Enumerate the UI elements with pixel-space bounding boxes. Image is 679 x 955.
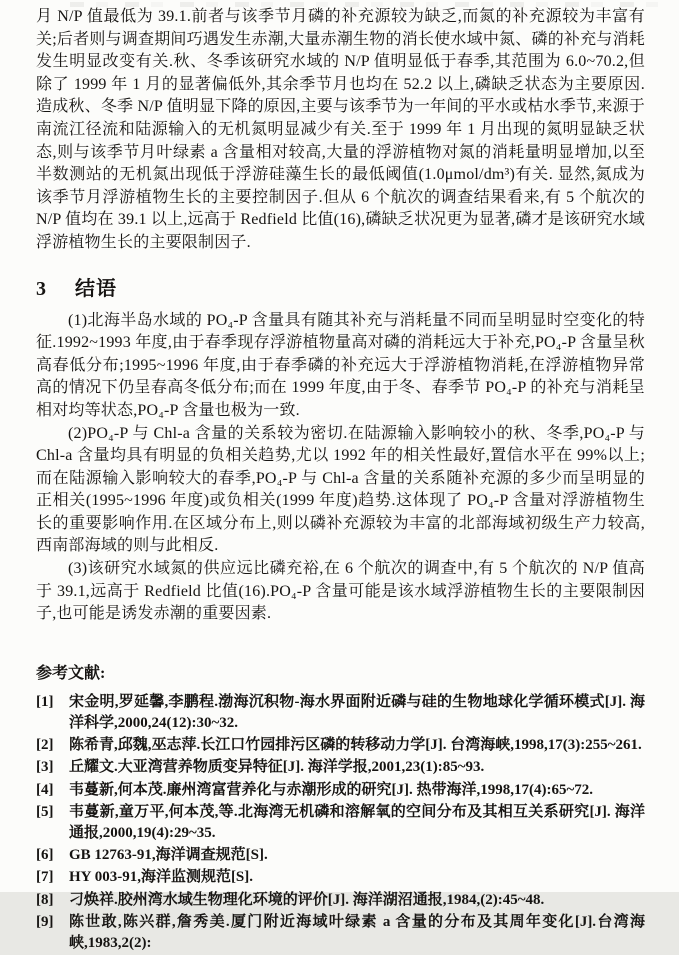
section-heading (36, 272, 645, 301)
reference-label: [3] (36, 759, 54, 776)
reference-text: 韦蔓新,童万平,何本茂,等.北海湾无机磷和溶解氧的空间分布及其相互关系研究[J]. 海洋通报,2000,19(4):29~35. (69, 803, 645, 842)
reference-item (36, 912, 645, 954)
references-heading: 参考文献: (36, 664, 106, 682)
reference-label: [1] (36, 693, 54, 710)
conclusion-paragraph-1: (1)北海半岛水域的 PO₄-P 含量具有随其补充与消耗量不同而呈明显时空变化的特征.1992~1993 年度,由于春季现存浮游植物量高对磷的消耗远大于补充,PO₄-P 含量呈秋高春低分布;1995~1996 年度,由于春季磷的补充远大于浮游植物消耗,在浮游植物异常高的情况下仍呈春高冬低分布;而在 1999 年度,由于冬、春季节 PO₄-P 的补充与消耗呈相对均等状态,PO₄-P 含量也极为一致. (36, 311, 645, 419)
reference-item (36, 845, 645, 866)
reference-label: [9] (36, 913, 54, 930)
reference-text: 韦蔓新,何本茂.廉州湾富营养化与赤潮形成的研究[J]. 热带海洋,1998,17(4):65~72. (69, 781, 594, 798)
reference-text: 陈希青,邱魏,巫志萍.长江口竹园排污区磷的转移动力学[J]. 台湾海峡,1998,17(3):255~261. (69, 737, 642, 754)
section-title: 结语 (75, 277, 117, 300)
paragraph-continuation: 月 N/P 值最低为 39.1.前者与该季节月磷的补充源较为缺乏,而氮的补充源较为丰富有关;后者则与调查期间巧遇发生赤潮,大量赤潮生物的消长使水域中氮、磷的补充与消耗发生明显改变有关.秋、冬季该研究水域的 N/P 值明显低于春季,其范围为 6.0~70.2,但除了 1999 年 1 月的显著偏低外,其余季节月也均在 52.2 以上,磷缺乏状态为主要原因.造成秋、冬季 N/P 值明显下降的原因,主要与该季节为一年间的平水或枯水季节,来源于南流江径流和陆源输入的无机氮明显减少有关.至于 1999 年 1 月出现的氮明显缺乏状态,则与该季节月叶绿素 a 含量相对较高,大量的浮游植物对氮的消耗量明显增加,以至半数测站的无机氮出现低于浮游硅藻生长的最低阈值(1.0μmol/dm³)有关. 显然,氮成为该季节月浮游植物生长的主要控制因子.但从 6 个航次的调查结果看来,有 5 个航次的 N/P 值均在 39.1 以上,远高于 Redfield 比值(16),磷缺乏状况更为显著,磷才是该研究水域浮游植物生长的主要限制因子. (36, 8, 645, 251)
section-number: 3 (36, 277, 47, 300)
reference-label: [5] (36, 803, 54, 820)
reference-text: 陈世敢,陈兴群,詹秀美.厦门附近海域叶绿素 a 含量的分布及其周年变化[J].台湾海峡,1983,2(2): (69, 913, 645, 952)
reference-item (36, 692, 645, 734)
reference-label: [8] (36, 891, 54, 908)
reference-text: 刁焕祥.胶州湾水域生物理化环境的评价[J]. 海洋湖沼通报,1984,(2):45~48. (69, 891, 545, 908)
reference-text: 丘耀文.大亚湾营养物质变异特征[J]. 海洋学报,2001,23(1):85~93. (69, 759, 485, 776)
reference-text: HY 003-91,海洋监测规范[S]. (69, 869, 254, 886)
reference-item (36, 890, 645, 911)
references-list (36, 692, 645, 954)
reference-item (36, 802, 645, 844)
reference-text: GB 12763-91,海洋调查规范[S]. (69, 847, 268, 864)
conclusion-paragraph-2: (2)PO₄-P 与 Chl-a 含量的关系较为密切.在陆源输入影响较小的秋、冬季,PO₄-P 与 Chl-a 含量均具有明显的负相关趋势,尤以 1992 年的相关性最好,置信水平在 99%以上;而在陆源输入影响较大的春季,PO₄-P 与 Chl-a 含量的关系随补充源的多少而呈明显的正相关(1995~1996 年度)或负相关(1999 年度)趋势.这体现了 PO₄-P 含量对浮游植物生长的重要影响作用.在区域分布上,则以磷补充源较为丰富的北部海域初级生产力较高,西南部海域的则与此相反. (36, 424, 645, 555)
page-content (36, 6, 645, 955)
reference-item (36, 735, 645, 756)
reference-label: [6] (36, 847, 54, 864)
reference-label: [7] (36, 869, 54, 886)
reference-item (36, 757, 645, 778)
reference-item (36, 780, 645, 801)
reference-label: [2] (36, 737, 54, 754)
conclusion-paragraph-3: (3)该研究水域氮的供应远比磷充裕,在 6 个航次的调查中,有 5 个航次的 N/P 值高于 39.1,远高于 Redfield 比值(16).PO₄-P 含量可能是该水域浮游植物生长的主要限制因子,也可能是诱发赤潮的重要因素. (36, 560, 645, 623)
reference-text: 宋金明,罗延馨,李鹏程.渤海沉积物-海水界面附近磷与硅的生物地球化学循环模式[J]. 海洋科学,2000,24(12):30~32. (69, 693, 645, 732)
reference-label: [4] (36, 781, 54, 798)
reference-item (36, 867, 645, 888)
